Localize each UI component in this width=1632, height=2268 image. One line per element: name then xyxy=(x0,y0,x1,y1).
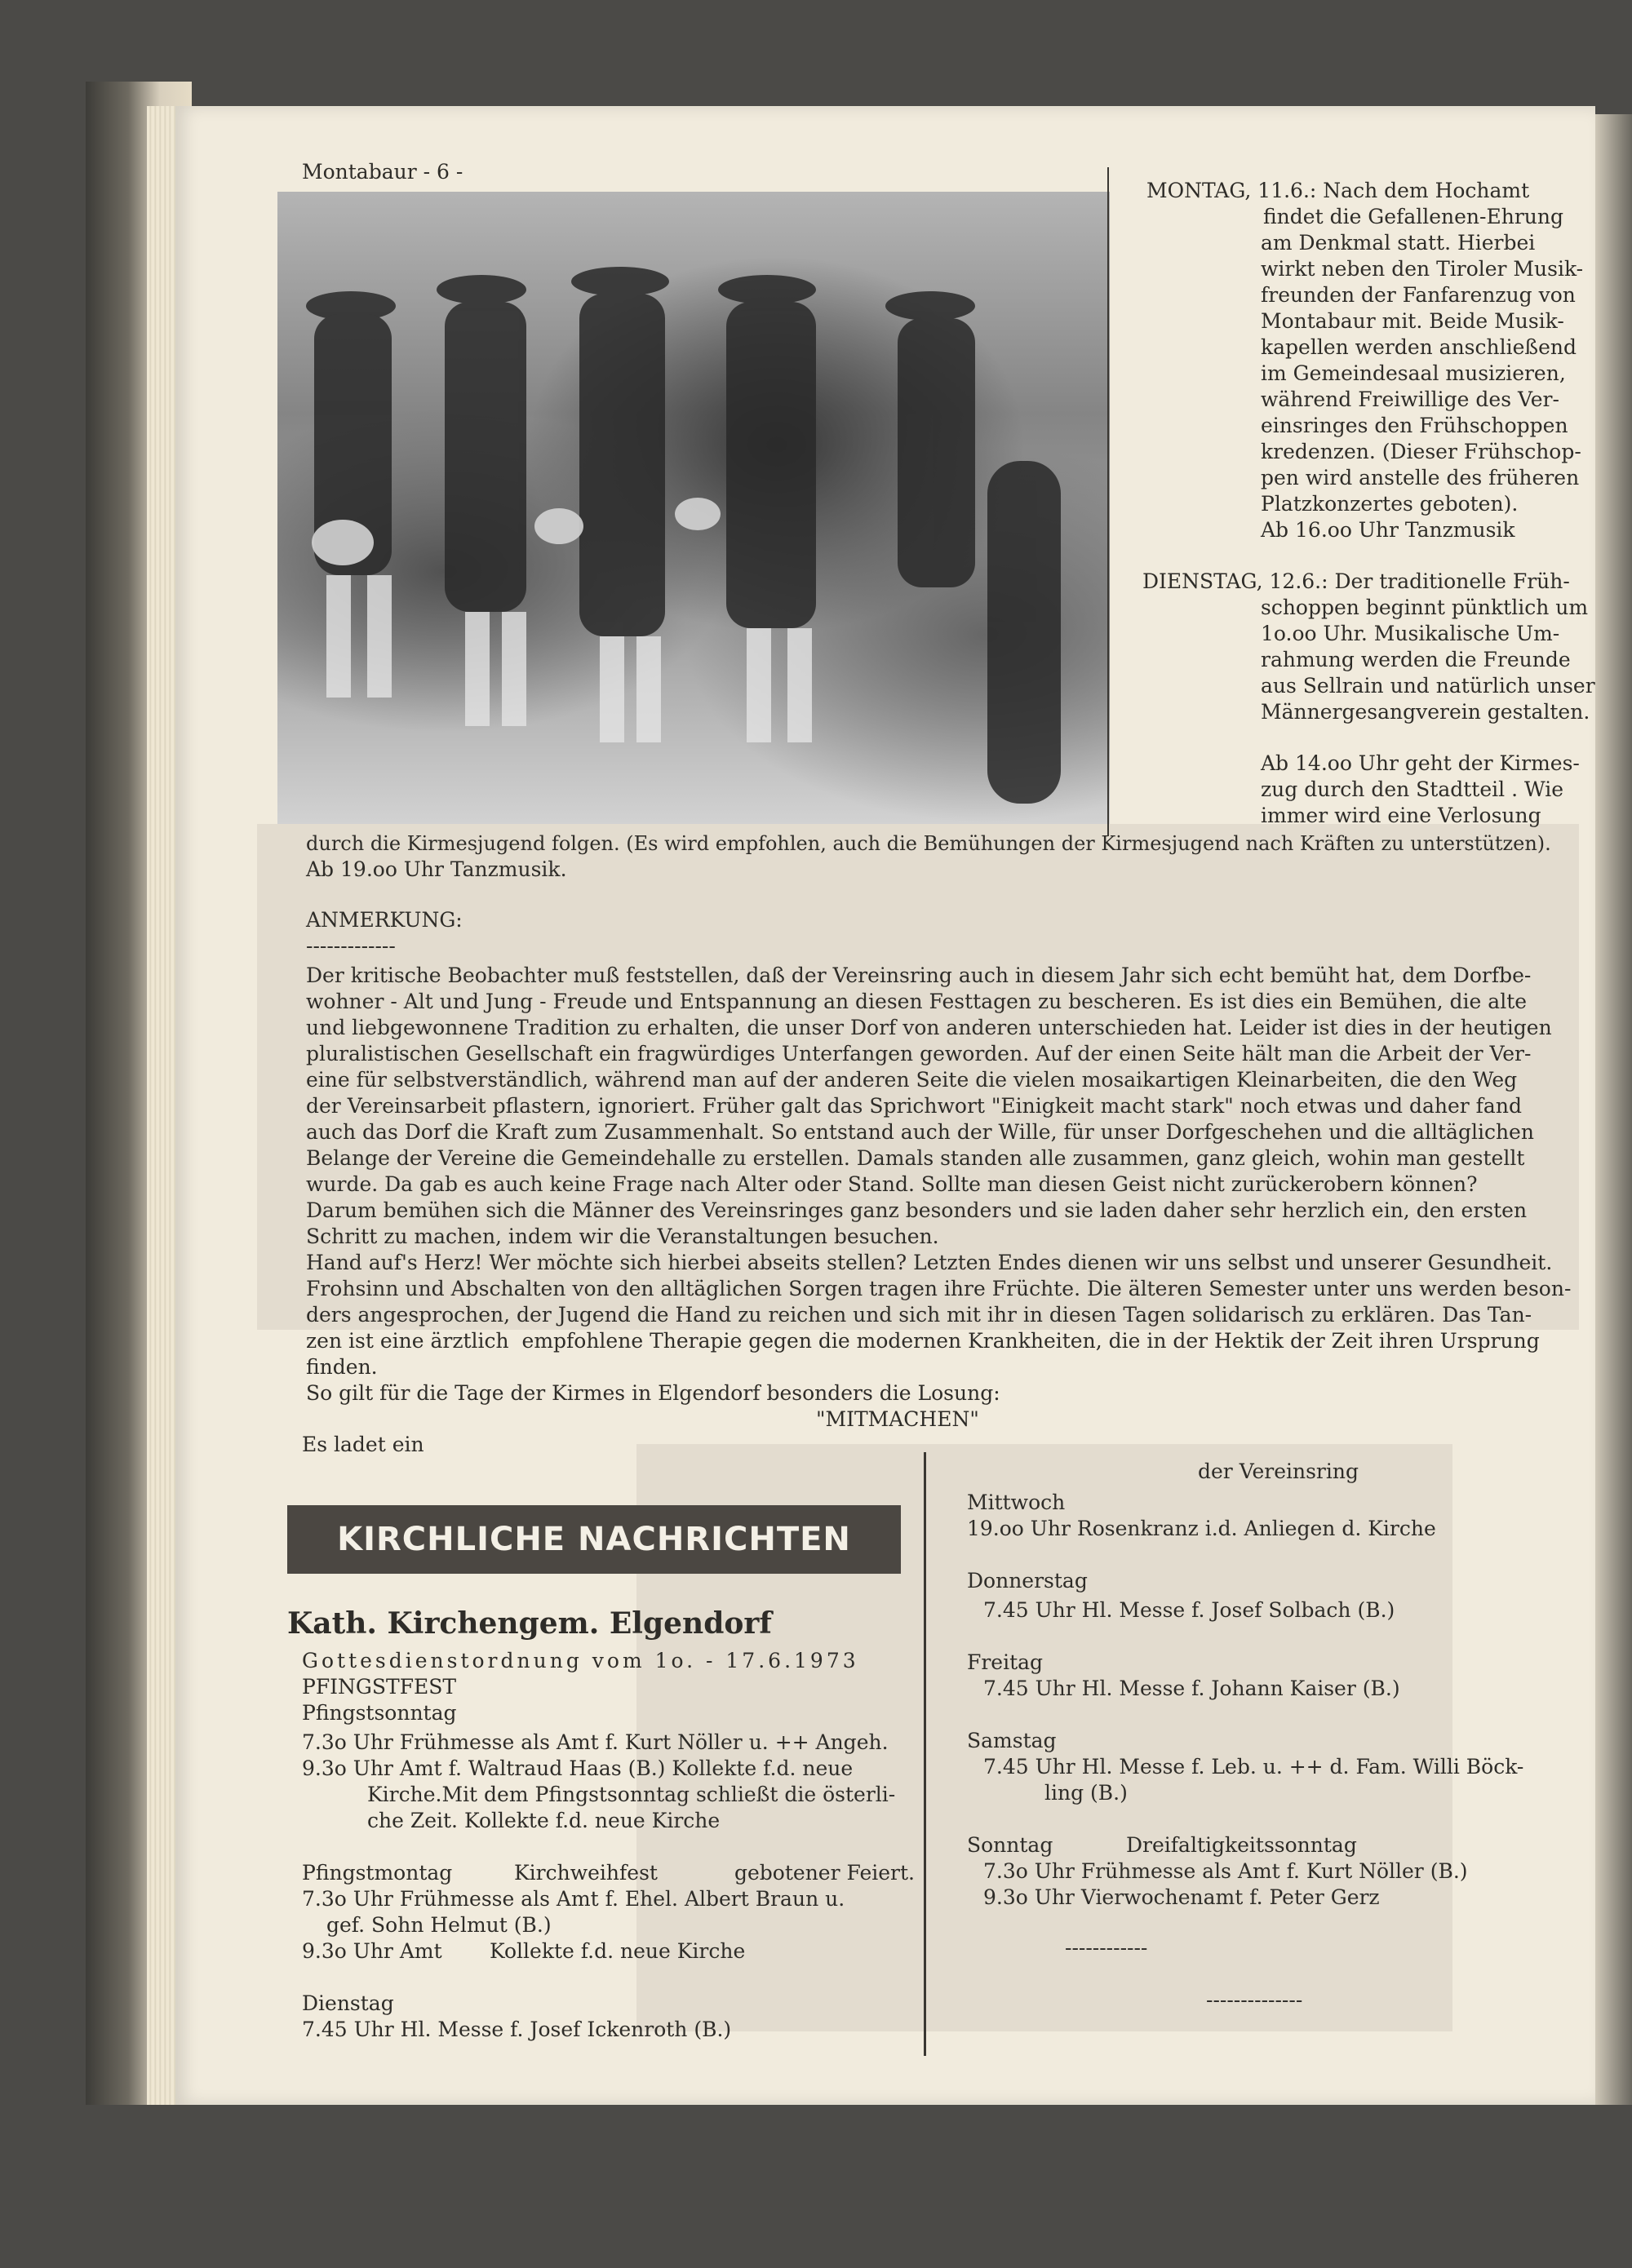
fest-name: PFINGSTFEST xyxy=(302,1675,457,1699)
service-entry: 7.3o Uhr Frühmesse als Amt f. Ehel. Albert Braun u. xyxy=(302,1887,845,1911)
column-divider xyxy=(924,1452,926,2056)
montag-line: Montabaur mit. Beide Musik- xyxy=(1261,309,1564,333)
service-entry: 7.3o Uhr Frühmesse als Amt f. Kurt Nöller u. ++ Angeh. xyxy=(302,1730,889,1754)
anmerkung-motto: "MITMACHEN" xyxy=(816,1407,979,1431)
service-entry: ling (B.) xyxy=(1044,1781,1128,1805)
day-heading: Pfingstsonntag xyxy=(302,1701,457,1725)
montag-line: kapellen werden anschließend xyxy=(1261,335,1577,359)
dienstag-line: 1o.oo Uhr. Musikalische Um- xyxy=(1261,622,1560,645)
service-entry: 7.45 Uhr Hl. Messe f. Josef Ickenroth (B.) xyxy=(302,2018,732,2041)
anmerkung-line: auch das Dorf die Kraft zum Zusammenhalt. So entstand auch der Wille, für unser Dorfgeschehen und die alltäglichen xyxy=(306,1120,1534,1144)
anmerkung-line: wurde. Da gab es auch keine Frage nach Alter oder Stand. Sollte man diesen Geist nicht zurückerobern können? xyxy=(306,1172,1478,1196)
service-entry: Kirche.Mit dem Pfingstsonntag schließt die österli- xyxy=(367,1783,896,1806)
anmerkung-line: Schritt zu machen, indem wir die Veranstaltungen besuchen. xyxy=(306,1225,939,1248)
montag-line: kredenzen. (Dieser Frühschop- xyxy=(1261,440,1581,463)
montag-line: freunden der Fanfarenzug von xyxy=(1261,283,1576,307)
kirmes-cont-line: Ab 19.oo Uhr Tanzmusik. xyxy=(306,857,567,881)
dienstag-line: schoppen beginnt pünktlich um xyxy=(1261,596,1589,619)
service-entry: gef. Sohn Helmut (B.) xyxy=(326,1913,552,1937)
dienstag-line: Männergesangverein gestalten. xyxy=(1261,700,1590,724)
montag-line: pen wird anstelle des früheren xyxy=(1261,466,1580,489)
service-entry: Kollekte f.d. neue Kirche xyxy=(490,1939,746,1963)
anmerkung-line: und liebgewonnene Tradition zu erhalten, die unser Dorf von anderen unterschieden hat. Leider ist dies in der heutigen xyxy=(306,1016,1552,1039)
anmerkung-rule: ------------- xyxy=(306,934,396,958)
anmerkung-line: ders angesprochen, der Jugend die Hand zu reichen und sich mit ihr in diesen Tagen solidarisch zu erklären. Das Tan- xyxy=(306,1303,1532,1327)
service-entry: 9.3o Uhr Amt f. Waltraud Haas (B.) Kollekte f.d. neue xyxy=(302,1756,854,1780)
montag-line: Platzkonzertes geboten). xyxy=(1261,492,1519,516)
anmerkung-line: eine für selbstverständlich, während man auf der anderen Seite die vielen mosaikartigen Kleinarbeiten, die den Weg xyxy=(306,1068,1518,1092)
page-edges xyxy=(147,106,180,2105)
day-heading: Sonntag xyxy=(967,1833,1053,1857)
band-photo-figures xyxy=(277,192,1110,824)
right-page-edge xyxy=(1595,114,1632,2105)
service-order: Gottesdienstordnung vom 1o. - 17.6.1973 xyxy=(302,1649,859,1672)
anmerkung-line: Darum bemühen sich die Männer des Vereinsringes ganz besonders und sie laden daher sehr herzlich ein, den ersten xyxy=(306,1198,1528,1222)
anmerkung-line: pluralistischen Gesellschaft ein fragwürdiges Unterfangen geworden. Auf der einen Seite hält man die Arbeit der Ver- xyxy=(306,1042,1532,1065)
montag-line: während Freiwillige des Ver- xyxy=(1261,388,1559,411)
anmerkung-line: Der kritische Beobachter muß feststellen, daß der Vereinsring auch in diesem Jahr sich echt bemüht hat, dem Dorfbe- xyxy=(306,963,1532,987)
dienstag-line: DIENSTAG, 12.6.: Der traditionelle Früh- xyxy=(1142,569,1570,593)
anmerkung-line: finden. xyxy=(306,1355,378,1379)
kirmes-line: immer wird eine Verlosung xyxy=(1261,804,1541,827)
anmerkung-line: Belange der Vereine die Gemeindehalle zu erstellen. Damals standen alle zusammen, ganz gleich, wohin man gestellt xyxy=(306,1146,1525,1170)
page-label: Montabaur - 6 - xyxy=(302,160,463,184)
fest-label: Dreifaltigkeitssonntag xyxy=(1126,1833,1357,1857)
anmerkung-line: Frohsinn und Abschalten von den alltäglichen Sorgen tragen ihre Früchte. Die älteren Semester unter uns werden beson- xyxy=(306,1277,1572,1300)
dienstag-line: aus Sellrain und natürlich unser xyxy=(1261,674,1595,698)
service-entry: che Zeit. Kollekte f.d. neue Kirche xyxy=(367,1809,721,1832)
montag-line: am Denkmal statt. Hierbei xyxy=(1261,231,1536,255)
band-photo xyxy=(277,192,1110,824)
day-heading: Freitag xyxy=(967,1650,1044,1674)
photo-divider xyxy=(1107,167,1109,836)
montag-line: wirkt neben den Tiroler Musik- xyxy=(1261,257,1584,281)
separator-rule: -------------- xyxy=(1206,1988,1303,2012)
kirmes-line: zug durch den Stadtteil . Wie xyxy=(1261,777,1564,801)
fest-note: gebotener Feiert. xyxy=(734,1861,915,1885)
separator-rule: ------------ xyxy=(1065,1936,1148,1960)
montag-line: Ab 16.oo Uhr Tanzmusik xyxy=(1261,518,1515,542)
service-entry: 19.oo Uhr Rosenkranz i.d. Anliegen d. Kirche xyxy=(967,1517,1436,1540)
parish-title: Kath. Kirchengem. Elgendorf xyxy=(287,1606,772,1641)
montag-line: findet die Gefallenen-Ehrung xyxy=(1263,205,1563,228)
kirmes-cont-line: durch die Kirmesjugend folgen. (Es wird empfohlen, auch die Bemühungen der Kirmesjugend nach Kräften zu unterstützen). xyxy=(306,832,1551,855)
kirchliche-nachrichten-banner: KIRCHLICHE NACHRICHTEN xyxy=(287,1505,901,1574)
day-heading: Samstag xyxy=(967,1729,1057,1752)
service-entry: 9.3o Uhr Vierwochenamt f. Peter Gerz xyxy=(983,1885,1380,1909)
service-entry: 9.3o Uhr Amt xyxy=(302,1939,442,1963)
anmerkung-line: Hand auf's Herz! Wer möchte sich hierbei abseits stellen? Letzten Endes dienen wir uns selbst und unserer Gesundheit. xyxy=(306,1251,1553,1274)
anmerkung-invite: Es ladet ein xyxy=(302,1433,424,1456)
day-heading: Donnerstag xyxy=(967,1569,1088,1592)
montag-line: MONTAG, 11.6.: Nach dem Hochamt xyxy=(1146,179,1530,202)
montag-line: im Gemeindesaal musizieren, xyxy=(1261,361,1566,385)
day-heading: Pfingstmontag xyxy=(302,1861,453,1885)
service-entry: 7.45 Uhr Hl. Messe f. Leb. u. ++ d. Fam. Willi Böck- xyxy=(983,1755,1524,1779)
day-heading: Dienstag xyxy=(302,1991,394,2015)
anmerkung-signature: der Vereinsring xyxy=(1198,1460,1359,1483)
anmerkung-title: ANMERKUNG: xyxy=(306,908,463,932)
anmerkung-line: zen ist eine ärztlich empfohlene Therapie gegen die modernen Krankheiten, die in der Hektik der Zeit ihren Ursprung xyxy=(306,1329,1540,1353)
service-entry: 7.45 Uhr Hl. Messe f. Johann Kaiser (B.) xyxy=(983,1677,1400,1700)
service-entry: 7.3o Uhr Frühmesse als Amt f. Kurt Nöller (B.) xyxy=(983,1859,1468,1883)
day-heading: Mittwoch xyxy=(967,1491,1066,1514)
kirmes-line: Ab 14.oo Uhr geht der Kirmes- xyxy=(1261,751,1580,775)
anmerkung-line: So gilt für die Tage der Kirmes in Elgendorf besonders die Losung: xyxy=(306,1381,1000,1405)
fest-label: Kirchweihfest xyxy=(514,1861,658,1885)
dienstag-line: rahmung werden die Freunde xyxy=(1261,648,1571,671)
anmerkung-line: wohner - Alt und Jung - Freude und Entspannung an diesen Festtagen zu bescheren. Es ist dies ein Bemühen, die alte xyxy=(306,990,1528,1013)
service-entry: 7.45 Uhr Hl. Messe f. Josef Solbach (B.) xyxy=(983,1598,1395,1622)
montag-line: einsringes den Frühschoppen xyxy=(1261,414,1568,437)
anmerkung-line: der Vereinsarbeit pflastern, ignoriert. Früher galt das Sprichwort "Einigkeit macht stark" noch etwas und daher fand xyxy=(306,1094,1522,1118)
